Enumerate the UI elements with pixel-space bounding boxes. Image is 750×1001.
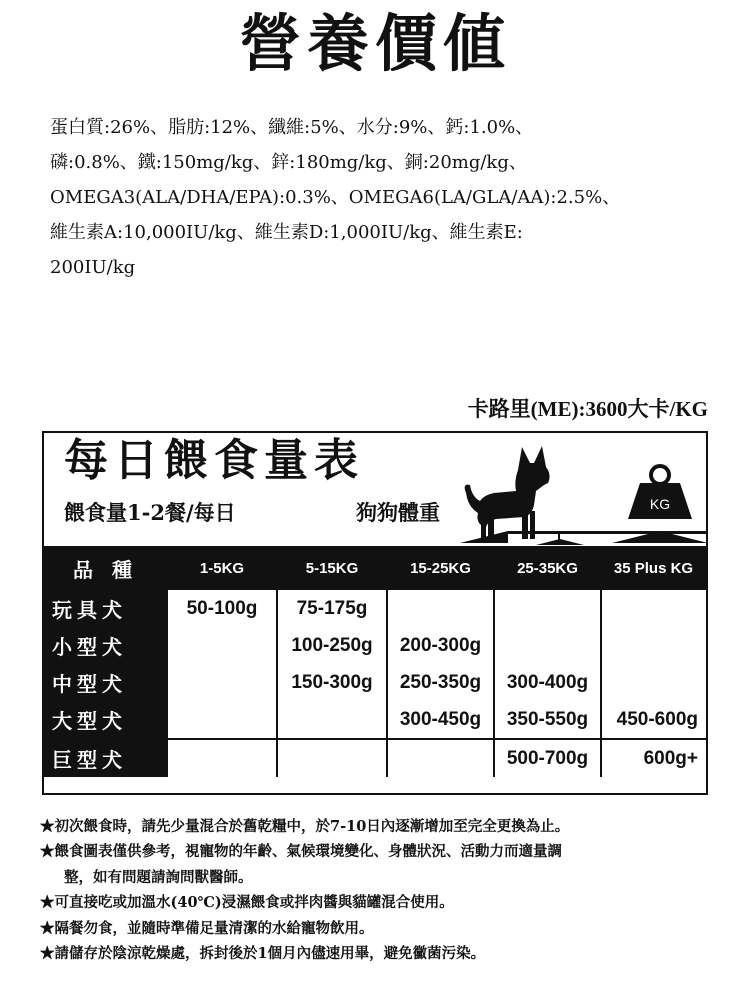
amount-cell: 150-300g (277, 664, 387, 701)
table-header-row (44, 546, 706, 590)
amount-cell (277, 739, 387, 777)
nutrition-line: OMEGA3(ALA/DHA/EPA):0.3%、OMEGA6(LA/GLA/AA):2.5%、 (50, 187, 621, 209)
header-weight-15-25: 15-25KG (387, 546, 494, 590)
breed-cell: 小型犬 (44, 627, 167, 664)
note-item: ★可直接吃或加溫水(40℃)浸濕餵食或拌肉醬與貓罐混合使用。 (40, 894, 454, 912)
feeding-table (44, 546, 706, 777)
amount-cell (277, 701, 387, 739)
note-item: ★餵食圖表僅供參考，視寵物的年齡、氣候環境變化、身體狀況、活動力而適量調 (40, 843, 562, 861)
table-row (44, 701, 706, 739)
amount-cell: 50-100g (167, 590, 277, 627)
amount-cell (167, 739, 277, 777)
header-weight-25-35: 25-35KG (494, 546, 601, 590)
amount-cell (601, 627, 706, 664)
nutrition-line: 200IU/kg (50, 257, 136, 279)
amount-cell: 300-450g (387, 701, 494, 739)
feeding-notes (40, 814, 730, 966)
table-row (44, 664, 706, 701)
breed-cell: 巨型犬 (44, 739, 167, 777)
header-breed: 品 種 (44, 546, 167, 590)
amount-cell: 100-250g (277, 627, 387, 664)
amount-cell: 450-600g (616, 708, 698, 730)
feeding-chart-title: 每日餵食量表 (64, 435, 364, 486)
feeding-chart (42, 431, 708, 795)
note-item: ★初次餵食時，請先少量混合於舊乾糧中，於7-10日內逐漸增加至完全更換為止。 (40, 818, 570, 835)
amount-cell: 250-350g (387, 664, 494, 701)
amount-cell (601, 590, 706, 627)
nutrition-facts (50, 110, 720, 285)
header-weight-5-15: 5-15KG (277, 546, 387, 590)
nutrition-line: 維生素A:10,000IU/kg、維生素D:1,000IU/kg、維生素E: (50, 222, 523, 244)
table-row (44, 627, 706, 664)
dog-icon (465, 446, 550, 539)
breed-cell: 大型犬 (44, 701, 167, 739)
amount-cell: 600g+ (601, 739, 706, 777)
header-weight-35-plus: 35 Plus KG (601, 546, 706, 590)
amount-cell: 75-175g (277, 590, 387, 627)
breed-cell: 中型犬 (44, 664, 167, 701)
feeding-frequency: 餵食量1-2餐/每日 (64, 500, 236, 525)
table-row (44, 739, 706, 777)
note-item: ★請儲存於陰涼乾燥處，拆封後於1個月內儘速用畢，避免黴菌污染。 (40, 944, 486, 962)
table-row (44, 590, 706, 627)
note-item-continued: 整，如有問題請詢問獸醫師。 (64, 868, 253, 886)
amount-cell: 500-700g (494, 739, 601, 777)
amount-cell: 200-300g (387, 627, 494, 664)
nutrition-line: 磷:0.8%、鐵:150mg/kg、鋅:180mg/kg、銅:20mg/kg、 (50, 152, 527, 174)
amount-cell: 300-400g (494, 664, 601, 701)
scale-weight-label: KG (649, 496, 671, 512)
note-item: ★隔餐勿食，並隨時準備足量清潔的水給寵物飲用。 (40, 919, 374, 937)
amount-cell (167, 701, 277, 739)
amount-cell (494, 590, 601, 627)
dog-weight-label: 狗狗體重 (356, 500, 440, 525)
dog-scale-illustration (460, 435, 710, 545)
amount-cell (387, 739, 494, 777)
calorie-info: 卡路里(ME):3600大卡/KG (467, 397, 708, 421)
amount-cell (601, 664, 706, 701)
amount-cell (167, 664, 277, 701)
amount-cell (167, 627, 277, 664)
nutrition-line: 蛋白質:26%、脂肪:12%、纖維:5%、水分:9%、鈣:1.0%、 (50, 117, 534, 138)
amount-cell: 350-550g (494, 701, 601, 739)
breed-cell: 玩具犬 (44, 590, 167, 627)
header-weight-1-5: 1-5KG (167, 546, 277, 590)
amount-cell (387, 590, 494, 627)
amount-cell (494, 627, 601, 664)
page-title: 營養價値 (238, 7, 511, 80)
